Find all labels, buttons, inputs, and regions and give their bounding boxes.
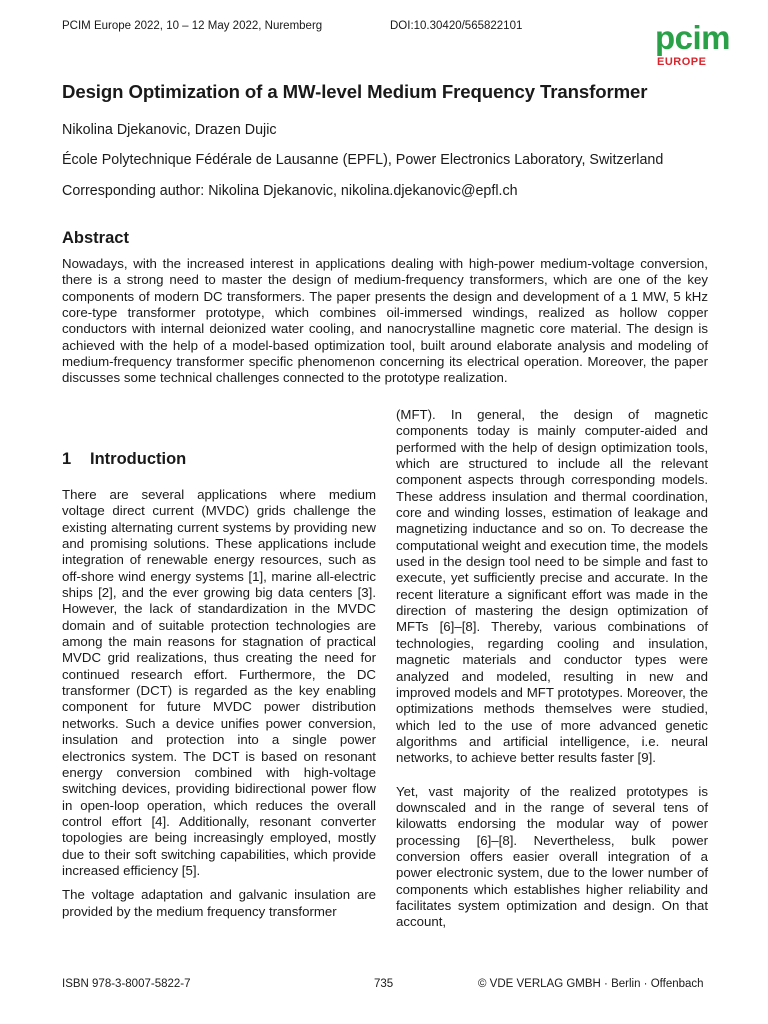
section-number: 1 bbox=[62, 450, 72, 468]
publisher: © VDE VERLAG GMBH · Berlin · Offenbach bbox=[478, 978, 704, 990]
doi[interactable]: DOI:10.30420/565822101 bbox=[390, 20, 523, 32]
section-title: Introduction bbox=[90, 450, 187, 468]
authors: Nikolina Djekanovic, Drazen Dujic bbox=[62, 122, 277, 138]
pcim-logo: pcim bbox=[655, 19, 731, 56]
section-heading bbox=[62, 450, 186, 469]
right-column bbox=[396, 407, 708, 931]
left-column bbox=[62, 487, 376, 920]
affiliation: École Polytechnique Fédérale de Lausanne (EPFL), Power Electronics Laboratory, Switzerland bbox=[62, 152, 664, 168]
paragraph: There are several applications where medium voltage direct current (MVDC) grids challenge the existing alternating current systems by providing new and promising solutions. These applications include integration of renewable energy resources, such as off-shore wind energy systems [1], marine all-electric ships [2], and the ever growing big data centers [3]. However, the lack of standardization in the MVDC domain and of suitable protection technologies are among the main reasons for stagnation of practical MVDC grid realizations, thus creating the need for continued research effort. Furthermore, the DC transformer (DCT) is regarded as the key enabling component for future MVDC power distribution networks. Such a device unifies power conversion, insulation and protection into a single power electronics system. The DCT is based on resonant energy conversion combined with high-voltage switching devices, providing bidirectional power flow in open-loop operation, which reduces the overall control effort [4]. Additionally, resonant converter topologies are being increasingly employed, mostly due to their soft switching capabilities, which provide increased efficiency [5]. bbox=[62, 487, 376, 878]
page-number: 735 bbox=[374, 978, 394, 990]
conference-info: PCIM Europe 2022, 10 – 12 May 2022, Nuremberg bbox=[62, 20, 323, 32]
abstract-text: Nowadays, with the increased interest in applications dealing with high-power medium-voltage conversion, there is a strong need to master the design of medium-frequency transformers, which are one of the key components of modern DC transformers. The paper presents the design and development of a 1 MW, 5 kHz core-type transformer prototype, which combines oil-immersed windings, realized as hollow copper conductors with internal deionized water cooling, and nanocrystalline magnetic core material. The design is achieved with the help of a model-based optimization tool, built around elaborate analysis and modeling of medium-frequency transformer specific phenomenon concerning its electrical operation. Moreover, the paper discusses some technical challenges connected to the prototype realization. bbox=[62, 256, 708, 386]
paragraph: The voltage adaptation and galvanic insulation are provided by the medium frequency transformer bbox=[62, 887, 376, 919]
paragraph: Yet, vast majority of the realized prototypes is downscaled and in the range of several tens of kilowatts endorsing the modular way of power processing [6]–[8]. Nevertheless, bulk power conversion offers easier overall integration of a power electronic system, due to the lower number of components which establishes higher reliability and facilitates system optimization and design. On that account, bbox=[396, 783, 708, 930]
paragraph: (MFT). In general, the design of magnetic components today is mainly computer-aided and performed with the help of design optimization tools, which are structured to include all the relevant component aspects through corresponding models. These address insulation and thermal coordination, core and winding losses, estimation of leakage and magnetizing inductance and so on. To decrease the computational weight and execution time, the models used in the design tool need to be simple and fast to execute, yet sufficiently precise and accurate. In the recent literature a significant effort was made in the direction of mastering the design optimization of MFTs [6]–[8]. Thereby, various combinations of technologies, regarding cooling and insulation, magnetic materials and conductor types were analyzed and modeled, resulting in new and improved models and MFT prototypes. Moreover, the optimizations methods themselves were studied, which led to the use of more advanced genetic algorithms and artificial intelligence, i.e. neural networks, to achieve better results faster [9]. bbox=[396, 407, 708, 766]
corresponding-author[interactable]: Corresponding author: Nikolina Djekanovic, nikolina.djekanovic@epfl.ch bbox=[62, 183, 518, 199]
isbn: ISBN 978-3-8007-5822-7 bbox=[62, 978, 191, 990]
pcim-logo-sub: EUROPE bbox=[657, 56, 707, 68]
abstract-heading: Abstract bbox=[62, 229, 129, 247]
paper-title: Design Optimization of a MW-level Medium Frequency Transformer bbox=[62, 81, 648, 102]
